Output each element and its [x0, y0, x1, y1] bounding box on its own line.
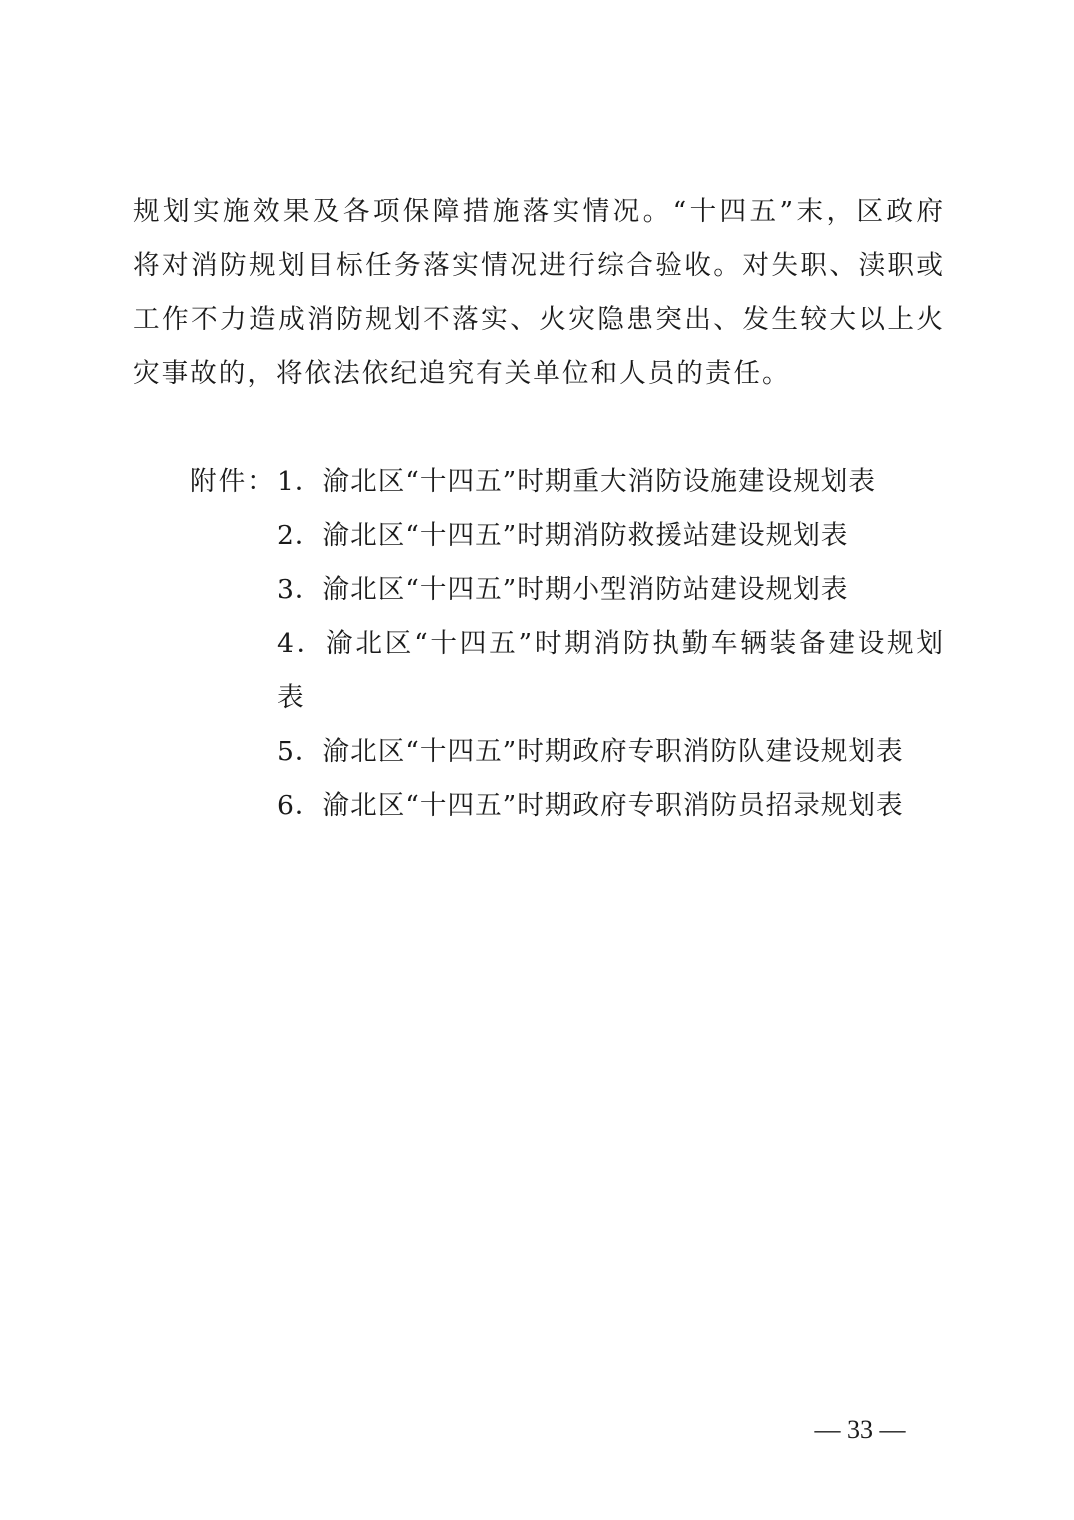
body-line-1: 规划实施效果及各项保障措施落实情况。“十四五”末，区政府: [133, 196, 943, 227]
attachment-item-4-continued: 表: [277, 682, 305, 713]
attachment-item-1: 1．渝北区“十四五”时期重大消防设施建设规划表: [277, 466, 876, 497]
body-line-2: 将对消防规划目标任务落实情况进行综合验收。对失职、渎职或: [133, 250, 943, 281]
attachment-item-3: 3．渝北区“十四五”时期小型消防站建设规划表: [277, 574, 849, 605]
attachment-item-6: 6．渝北区“十四五”时期政府专职消防员招录规划表: [277, 790, 904, 821]
attachment-item-5: 5．渝北区“十四五”时期政府专职消防队建设规划表: [277, 736, 904, 767]
body-line-3: 工作不力造成消防规划不落实、火灾隐患突出、发生较大以上火: [133, 304, 943, 335]
attachment-item-4: 4．渝北区“十四五”时期消防执勤车辆装备建设规划: [277, 628, 943, 659]
body-line-4: 灾事故的，将依法依纪追究有关单位和人员的责任。: [133, 358, 791, 389]
attachment-item-2: 2．渝北区“十四五”时期消防救援站建设规划表: [277, 520, 849, 551]
attachments-label: 附件：: [190, 466, 276, 497]
page-number: — 33 —: [814, 1415, 906, 1444]
